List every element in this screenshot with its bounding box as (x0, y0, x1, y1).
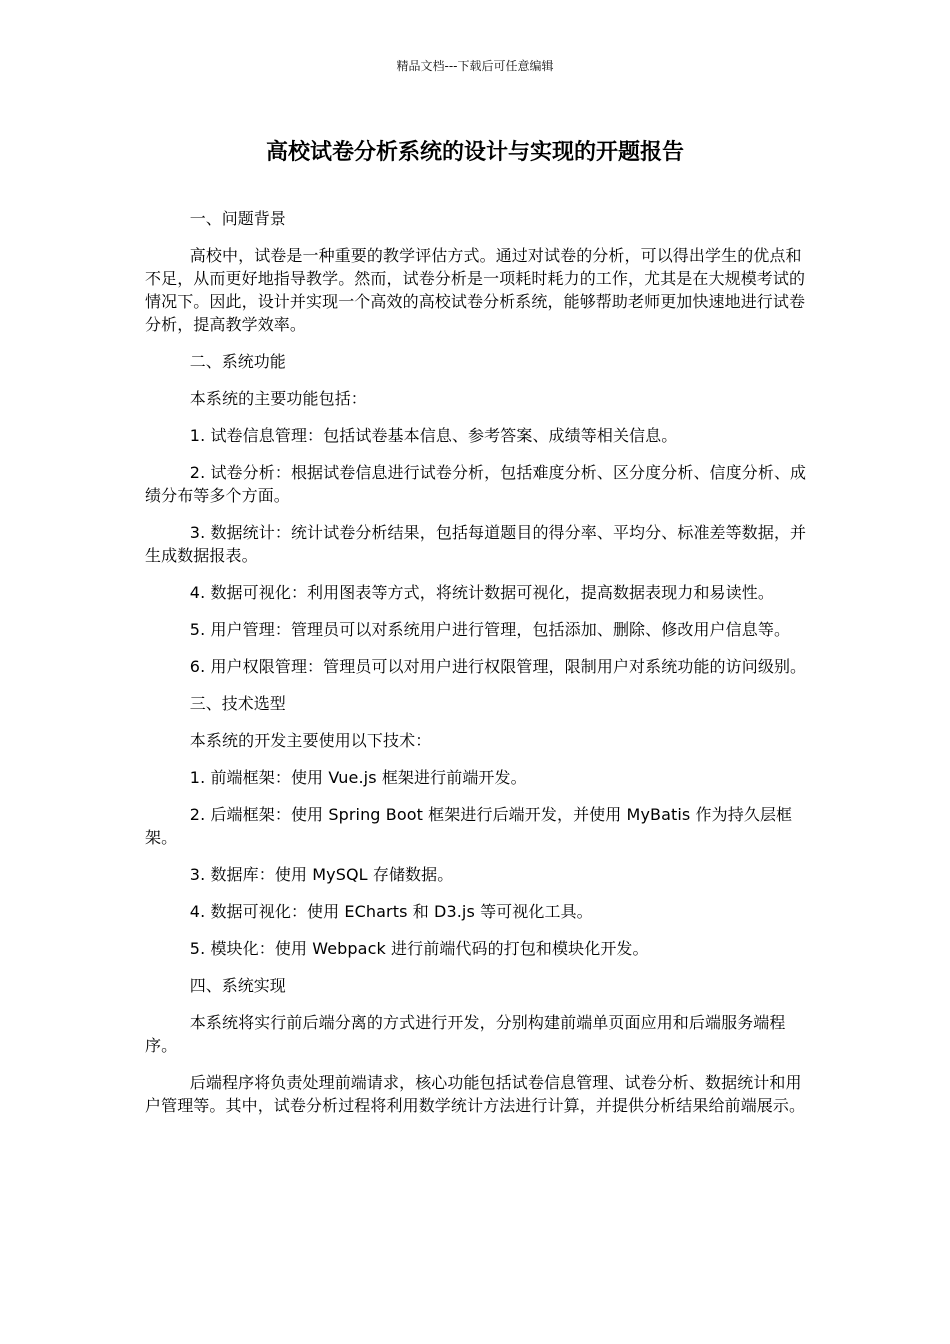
paragraph-functions-intro: 本系统的主要功能包括： (189, 389, 367, 408)
list-item-function: 3. 数据统计：统计试卷分析结果，包括每道题目的得分率、平均分、标准差等数据，并生成数据报表。 (145, 523, 807, 565)
paragraph-implementation: 本系统将实行前后端分离的方式进行开发，分别构建前端单页面应用和后端服务端程序。 (145, 1013, 786, 1055)
list-item-function: 2. 试卷分析：根据试卷信息进行试卷分析，包括难度分析、区分度分析、信度分析、成绩分布等多个方面。 (145, 463, 807, 505)
document-body (145, 207, 807, 1131)
list-item-function: 4. 数据可视化：利用图表等方式，将统计数据可视化，提高数据表现力和易读性。 (189, 583, 774, 602)
list-item-function: 1. 试卷信息管理：包括试卷基本信息、参考答案、成绩等相关信息。 (189, 426, 678, 445)
list-item-tech: 2. 后端框架：使用 Spring Boot 框架进行后端开发，并使用 MyBatis 作为持久层框架。 (145, 805, 793, 847)
list-item-function: 5. 用户管理：管理员可以对系统用户进行管理，包括添加、删除、修改用户信息等。 (189, 620, 791, 639)
paragraph-tech-intro: 本系统的开发主要使用以下技术： (189, 731, 432, 750)
section-heading-implementation: 四、系统实现 (189, 976, 286, 995)
list-item-tech: 3. 数据库：使用 MySQL 存储数据。 (189, 865, 454, 884)
section-heading-tech: 三、技术选型 (189, 694, 286, 713)
section-heading-background: 一、问题背景 (189, 209, 286, 228)
list-item-tech: 4. 数据可视化：使用 ECharts 和 D3.js 等可视化工具。 (189, 902, 593, 921)
header-note: 精品文档---下载后可任意编辑 (396, 59, 554, 73)
paragraph-background: 高校中，试卷是一种重要的教学评估方式。通过对试卷的分析，可以得出学生的优点和不足，从而更好地指导教学。然而，试卷分析是一项耗时耗力的工作，尤其是在大规模考试的情况下。因此，设计并实现一个高效的高校试卷分析系统，能够帮助老师更加快速地进行试卷分析，提高教学效率。 (145, 246, 806, 334)
list-item-tech: 1. 前端框架：使用 Vue.js 框架进行前端开发。 (189, 768, 527, 787)
section-heading-functions: 二、系统功能 (189, 352, 286, 371)
list-item-function: 6. 用户权限管理：管理员可以对用户进行权限管理，限制用户对系统功能的访问级别。 (189, 657, 807, 676)
document-title: 高校试卷分析系统的设计与实现的开题报告 (265, 140, 684, 165)
paragraph-implementation: 后端程序将负责处理前端请求，核心功能包括试卷信息管理、试卷分析、数据统计和用户管理等。其中，试卷分析过程将利用数学统计方法进行计算，并提供分析结果给前端展示。 (145, 1073, 806, 1115)
list-item-tech: 5. 模块化：使用 Webpack 进行前端代码的打包和模块化开发。 (189, 939, 649, 958)
